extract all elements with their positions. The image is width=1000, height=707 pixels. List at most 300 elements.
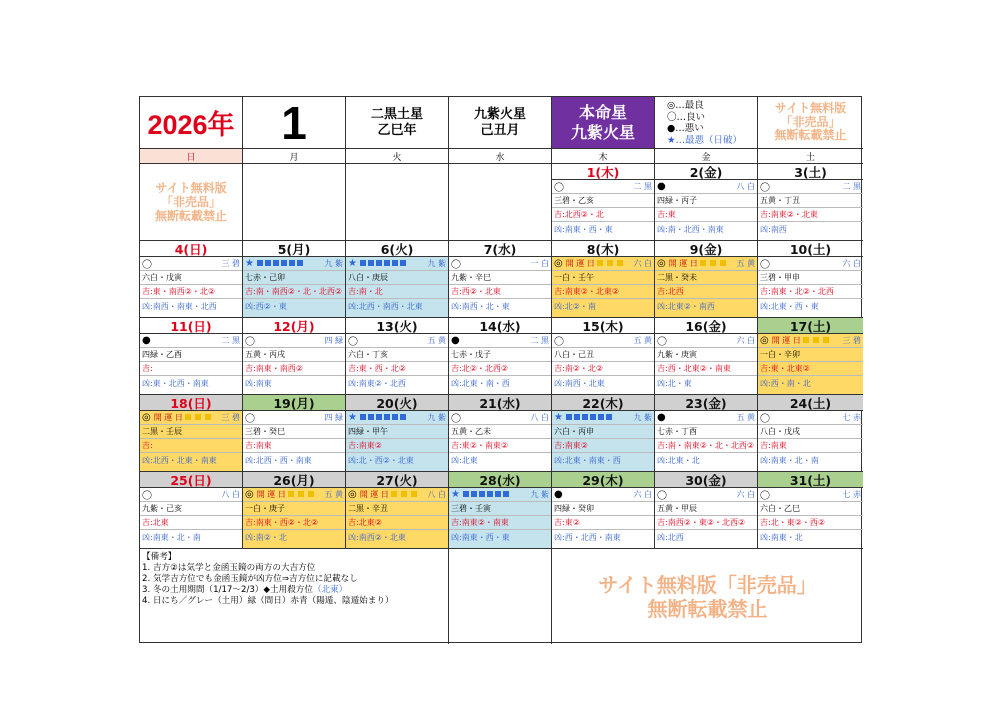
- lucky-directions: 吉:北・東②・西②: [758, 516, 863, 530]
- date-label: 9(金): [655, 241, 757, 257]
- day-star: 二 黒: [633, 182, 652, 191]
- day-cell: [655, 472, 758, 549]
- day-eto: 九紫・己亥: [140, 502, 242, 516]
- day-eto: 五黄・丙戌: [243, 348, 345, 362]
- month-star: 九紫火星: [473, 106, 526, 122]
- date-label: 30(金): [655, 472, 757, 488]
- watermark-big-line: 無断転載禁止: [647, 596, 768, 621]
- date-label: 22(木): [552, 395, 654, 411]
- unlucky-directions: 凶:北東: [451, 455, 478, 465]
- day-star: 五 黄: [324, 490, 343, 499]
- day-body: [140, 257, 242, 317]
- day-cell: [449, 395, 552, 472]
- year-eto: 乙巳年: [377, 122, 417, 138]
- unlucky-directions: 凶:北・東: [657, 378, 692, 388]
- fortune-mark: 〇: [142, 491, 152, 502]
- day-star: 六 白: [736, 336, 755, 345]
- watermark-line: サイト無料版: [155, 181, 227, 195]
- day-body: [758, 257, 863, 317]
- day-eto: 九紫・庚寅: [655, 348, 757, 362]
- date-label: 10(土): [758, 241, 863, 257]
- fortune-row: [758, 334, 863, 348]
- watermark-line: 「非売品」: [780, 114, 841, 129]
- date-label: 13(火): [346, 318, 448, 334]
- fortune-row: [346, 411, 448, 425]
- fortune-mark: ●: [657, 181, 666, 192]
- notes-spacer: [449, 549, 552, 644]
- fortune-row: [346, 257, 448, 271]
- day-eto: 一白・辛卯: [758, 348, 863, 362]
- day-body: [346, 257, 448, 317]
- day-body: [140, 488, 242, 548]
- day-cell: [140, 241, 243, 318]
- unlucky-directions: 凶:西・南・北: [760, 378, 811, 388]
- fortune-row: [243, 411, 345, 425]
- day-body: [552, 488, 654, 548]
- fortune-mark: 〇: [554, 183, 564, 194]
- kaiun-dots: [595, 259, 625, 268]
- date-label: 29(木): [552, 472, 654, 488]
- date-label: 23(金): [655, 395, 757, 411]
- unlucky-directions: 凶:南西・北・東: [451, 301, 510, 311]
- fortune-row: [655, 411, 757, 425]
- kaiun-dots: [801, 336, 831, 345]
- unlucky-directions: 凶:南西・北東: [554, 378, 605, 388]
- day-cell: [552, 472, 655, 549]
- day-cell: [140, 164, 243, 241]
- day-cell: [243, 318, 346, 395]
- lucky-directions: 吉:東・南西②・北②: [140, 285, 242, 299]
- lucky-directions: 吉:南②・北②: [552, 362, 654, 376]
- date-label: 5(月): [243, 241, 345, 257]
- lucky-directions: 吉:東: [655, 208, 757, 222]
- fortune-mark: 〇: [760, 491, 770, 502]
- weekday-header: 木: [552, 149, 655, 164]
- date-label: 18(日): [140, 395, 242, 411]
- kaiun-label: 開 運 日: [359, 490, 389, 499]
- day-cell: [449, 472, 552, 549]
- cell-watermark: [140, 164, 242, 240]
- fortune-row: [140, 334, 242, 348]
- day-body: [449, 334, 551, 394]
- footer-watermark: [552, 549, 863, 644]
- unlucky-directions: 凶:南東・西・東: [451, 532, 510, 542]
- date-label: 6(火): [346, 241, 448, 257]
- fortune-mark: ◎: [657, 258, 666, 269]
- day-eto: 四緑・甲午: [346, 425, 448, 439]
- fortune-row: [449, 411, 551, 425]
- month-star-cell: [449, 97, 552, 149]
- day-body: [243, 411, 345, 471]
- day-eto: 五黄・乙未: [449, 425, 551, 439]
- watermark-line: 「非売品」: [160, 195, 221, 209]
- lucky-directions: 吉:東②・南東②: [449, 439, 551, 453]
- fortune-row: [655, 334, 757, 348]
- day-star: 七 赤: [842, 490, 861, 499]
- fortune-mark: ★: [451, 489, 460, 500]
- fortune-row: [243, 334, 345, 348]
- day-eto: 四緑・乙酉: [140, 348, 242, 362]
- day-star: 六 白: [842, 259, 861, 268]
- watermark-big-line: サイト無料版「非売品」: [598, 572, 817, 597]
- unlucky-directions: 凶:南西②・北東: [348, 532, 406, 542]
- unlucky-directions: 凶:南②・北: [245, 532, 287, 542]
- day-cell: [140, 318, 243, 395]
- day-eto: 一白・庚子: [243, 502, 345, 516]
- fortune-row: [243, 257, 345, 271]
- weekday-header: 日: [140, 149, 243, 164]
- date-label: 12(月): [243, 318, 345, 334]
- fortune-row: [140, 411, 242, 425]
- date-label: 31(土): [758, 472, 863, 488]
- day-cell: [655, 241, 758, 318]
- unlucky-directions: 凶:北東・西・東: [760, 301, 819, 311]
- unlucky-directions: 凶:西・北西・南東: [554, 532, 621, 542]
- month-number: 1: [281, 97, 307, 149]
- day-body: [655, 488, 757, 548]
- unlucky-directions: 凶:北東・南東・西: [554, 455, 621, 465]
- date-label: 16(金): [655, 318, 757, 334]
- date-label: 4(日): [140, 241, 242, 257]
- legend-best: ◎…最良: [667, 100, 704, 111]
- day-body: [552, 180, 654, 240]
- lucky-directions: 吉:北西: [655, 285, 757, 299]
- grid-dots: [359, 259, 407, 268]
- day-eto: 三碧・壬寅: [449, 502, 551, 516]
- unlucky-directions: 凶:北東②・南西: [657, 301, 715, 311]
- day-eto: 一白・壬午: [552, 271, 654, 285]
- day-star: 五 黄: [633, 336, 652, 345]
- day-body: [449, 411, 551, 471]
- date-label: 15(木): [552, 318, 654, 334]
- day-star: 四 緑: [324, 336, 343, 345]
- lucky-directions: 吉:南東・南西②: [243, 362, 345, 376]
- day-body: [655, 257, 757, 317]
- notes-line-4: 4. 日にち／グレー（土用）緑（間日）赤青（陽遁、陰遁始まり）: [142, 596, 394, 606]
- day-star: 二 黒: [842, 182, 861, 191]
- lucky-directions: 吉:南東②・北東: [758, 208, 863, 222]
- date-label: 26(月): [243, 472, 345, 488]
- day-eto: 二黒・辛丑: [346, 502, 448, 516]
- lucky-directions: 吉:北東②: [346, 516, 448, 530]
- day-eto: 六白・丁亥: [346, 348, 448, 362]
- watermark-line: 無断転載禁止: [774, 128, 847, 143]
- date-label: 11(日): [140, 318, 242, 334]
- lucky-directions: 吉:南東②: [552, 439, 654, 453]
- fortune-row: [140, 257, 242, 271]
- day-eto: 八白・戊戌: [758, 425, 863, 439]
- unlucky-directions: 凶:西②・東: [245, 301, 287, 311]
- day-cell: [552, 241, 655, 318]
- day-cell: [552, 318, 655, 395]
- weekday-header: 火: [346, 149, 449, 164]
- unlucky-directions: 凶:北東・南・西: [451, 378, 510, 388]
- day-body: [655, 334, 757, 394]
- day-body: [140, 334, 242, 394]
- lucky-directions: 吉:: [140, 362, 242, 376]
- lucky-directions: 吉:南東: [758, 439, 863, 453]
- fortune-row: [346, 334, 448, 348]
- date-label: 7(水): [449, 241, 551, 257]
- day-cell: [758, 318, 863, 395]
- grid-dots: [256, 259, 304, 268]
- notes-line-3: 3. 冬の土用期間（1/17〜2/3）◆土用殺方位（北東）: [142, 585, 348, 595]
- unlucky-directions: 凶:北西・南西・北東: [348, 301, 423, 311]
- lucky-directions: 吉:: [140, 439, 242, 453]
- lucky-directions: 吉:東②: [552, 516, 654, 530]
- fortune-row: [758, 257, 863, 271]
- day-cell: [243, 241, 346, 318]
- lucky-directions: 吉:南東: [243, 439, 345, 453]
- lucky-directions: 吉:南東②・北東②: [552, 285, 654, 299]
- lucky-directions: 吉:西②・北東: [449, 285, 551, 299]
- day-body: [655, 180, 757, 240]
- date-label: 21(水): [449, 395, 551, 411]
- fortune-row: [346, 488, 448, 502]
- day-eto: 五黄・丁丑: [758, 194, 863, 208]
- fortune-row: [449, 488, 551, 502]
- fortune-row: [243, 488, 345, 502]
- month-eto: 己丑月: [480, 122, 520, 138]
- kaiun-label: 開 運 日: [771, 336, 801, 345]
- day-star: 五 黄: [736, 259, 755, 268]
- day-cell: [552, 395, 655, 472]
- fortune-mark: ★: [348, 258, 357, 269]
- day-star: 五 黄: [427, 336, 446, 345]
- weekday-header: 水: [449, 149, 552, 164]
- fortune-mark: ◎: [348, 489, 357, 500]
- day-star: 六 白: [633, 259, 652, 268]
- honmei-star: 九紫火星: [570, 122, 635, 142]
- unlucky-directions: 凶:南東②・北西: [348, 378, 406, 388]
- day-star: 八 白: [736, 182, 755, 191]
- calendar-frame: [139, 96, 862, 643]
- lucky-directions: 吉:南西②・東②・北西②: [655, 516, 757, 530]
- fortune-mark: ●: [657, 412, 666, 423]
- day-cell: [243, 472, 346, 549]
- grid-dots: [565, 413, 613, 422]
- day-cell: [655, 318, 758, 395]
- lucky-directions: 吉:南東②: [346, 439, 448, 453]
- grid-dots: [359, 413, 407, 422]
- day-eto: 二黒・癸未: [655, 271, 757, 285]
- day-star: 八 白: [221, 490, 240, 499]
- day-star: 七 赤: [842, 413, 861, 422]
- day-eto: 六白・丙申: [552, 425, 654, 439]
- day-star: 三 碧: [221, 413, 240, 422]
- day-star: 九 紫: [427, 413, 446, 422]
- day-cell: [552, 164, 655, 241]
- day-cell: [655, 395, 758, 472]
- lucky-directions: 吉:北西②・北: [552, 208, 654, 222]
- fortune-mark: ◎: [554, 258, 563, 269]
- date-label: 25(日): [140, 472, 242, 488]
- fortune-mark: 〇: [554, 337, 564, 348]
- day-eto: 七赤・丁酉: [655, 425, 757, 439]
- day-cell: [346, 164, 449, 241]
- fortune-mark: ◎: [142, 412, 151, 423]
- date-label: 19(月): [243, 395, 345, 411]
- day-body: [758, 411, 863, 471]
- unlucky-directions: 凶:東・北西・南東: [142, 378, 209, 388]
- day-star: 二 黒: [530, 336, 549, 345]
- notes-title: 【備考】: [142, 552, 177, 562]
- fortune-mark: ●: [142, 335, 151, 346]
- honmei-label: 本命星: [578, 102, 627, 122]
- unlucky-directions: 凶:南東・西・東: [554, 224, 613, 234]
- legend-good: 〇…良い: [667, 111, 706, 123]
- day-eto: 八白・己丑: [552, 348, 654, 362]
- fortune-row: [758, 411, 863, 425]
- kaiun-label: 開 運 日: [565, 259, 595, 268]
- legend: [655, 97, 758, 149]
- weekday-header: 土: [758, 149, 863, 164]
- lucky-directions: 吉:北東: [140, 516, 242, 530]
- lucky-directions: 吉:東・北東②: [758, 362, 863, 376]
- unlucky-directions: 凶:南・北西・南東: [657, 224, 724, 234]
- day-eto: 五黄・甲辰: [655, 502, 757, 516]
- day-body: [758, 334, 863, 394]
- day-cell: [243, 395, 346, 472]
- unlucky-directions: 凶:南東: [245, 378, 272, 388]
- unlucky-directions: 凶:北西: [657, 532, 684, 542]
- notes-line-3-direction: （北東）: [312, 585, 348, 595]
- year-star-cell: [346, 97, 449, 149]
- day-body: [346, 334, 448, 394]
- date-label: 17(土): [758, 318, 863, 334]
- fortune-mark: 〇: [142, 260, 152, 271]
- lucky-directions: 吉:南・北: [346, 285, 448, 299]
- day-cell: [655, 164, 758, 241]
- day-cell: [449, 318, 552, 395]
- lucky-directions: 吉:南東・北②・北西: [758, 285, 863, 299]
- day-body: [449, 257, 551, 317]
- fortune-row: [552, 334, 654, 348]
- year-label: 2026年: [147, 110, 235, 140]
- date-label: 27(火): [346, 472, 448, 488]
- fortune-mark: ◎: [760, 335, 769, 346]
- day-eto: 六白・戊寅: [140, 271, 242, 285]
- date-label: 28(水): [449, 472, 551, 488]
- fortune-mark: 〇: [760, 414, 770, 425]
- unlucky-directions: 凶:北・西②・北東: [348, 455, 414, 465]
- fortune-mark: 〇: [657, 337, 667, 348]
- fortune-mark: ★: [245, 258, 254, 269]
- unlucky-directions: 凶:南東・北: [760, 532, 803, 542]
- month-cell: [243, 97, 346, 149]
- day-eto: 四緑・丙子: [655, 194, 757, 208]
- day-body: [243, 488, 345, 548]
- day-cell: [346, 241, 449, 318]
- kaiun-dots: [389, 490, 419, 499]
- day-cell: [243, 164, 346, 241]
- day-star: 九 紫: [530, 490, 549, 499]
- day-cell: [758, 472, 863, 549]
- fortune-row: [449, 257, 551, 271]
- grid-dots: [462, 490, 510, 499]
- day-cell: [758, 395, 863, 472]
- fortune-mark: 〇: [245, 337, 255, 348]
- date-label: 1(木): [552, 164, 654, 180]
- lucky-directions: 吉:南・南西②・北・北西②: [243, 285, 345, 299]
- day-eto: 六白・乙巳: [758, 502, 863, 516]
- legend-bad: ●…悪い: [667, 123, 704, 134]
- fortune-mark: 〇: [451, 414, 461, 425]
- day-eto: 七赤・己卯: [243, 271, 345, 285]
- fortune-mark: 〇: [760, 260, 770, 271]
- day-star: 九 紫: [324, 259, 343, 268]
- lucky-directions: 吉:東・西・北②: [346, 362, 448, 376]
- day-cell: [346, 395, 449, 472]
- unlucky-directions: 凶:北東・北: [657, 455, 700, 465]
- day-eto: 三碧・乙亥: [552, 194, 654, 208]
- day-eto: 三碧・甲申: [758, 271, 863, 285]
- date-label: 8(木): [552, 241, 654, 257]
- date-label: 24(土): [758, 395, 863, 411]
- kaiun-dots: [183, 413, 213, 422]
- fortune-row: [758, 180, 863, 194]
- day-body: [552, 257, 654, 317]
- unlucky-directions: 凶:南西・南東・北西: [142, 301, 217, 311]
- honmei-cell: [552, 97, 655, 149]
- day-body: [449, 488, 551, 548]
- watermark-line: 無断転載禁止: [154, 209, 227, 223]
- fortune-mark: ●: [554, 489, 563, 500]
- notes-line-2: 2. 気学吉方位でも金函玉鏡が凶方位⇒吉方位に記載なし: [142, 574, 358, 584]
- unlucky-directions: 凶:南東・北・南: [142, 532, 201, 542]
- fortune-mark: 〇: [760, 183, 770, 194]
- day-star: 三 碧: [221, 259, 240, 268]
- day-body: [758, 180, 863, 240]
- day-cell: [140, 395, 243, 472]
- weekday-header: 月: [243, 149, 346, 164]
- fortune-row: [552, 257, 654, 271]
- lucky-directions: 吉:西・北東②・南東: [655, 362, 757, 376]
- unlucky-directions: 凶:北②・南: [554, 301, 596, 311]
- fortune-row: [552, 180, 654, 194]
- date-label: 3(土): [758, 164, 863, 180]
- date-label: 20(火): [346, 395, 448, 411]
- day-eto: 四緑・癸卯: [552, 502, 654, 516]
- lucky-directions: 吉:北②・北西②: [449, 362, 551, 376]
- day-body: [655, 411, 757, 471]
- year-star: 二黒土星: [370, 106, 423, 122]
- notes-line-1: 1. 吉方②は気学と金函玉鏡の両方の大吉方位: [142, 563, 316, 573]
- day-eto: 七赤・戊子: [449, 348, 551, 362]
- fortune-mark: ●: [451, 335, 460, 346]
- date-label: 2(金): [655, 164, 757, 180]
- weekday-header: 金: [655, 149, 758, 164]
- fortune-row: [655, 180, 757, 194]
- day-star: 三 碧: [842, 336, 861, 345]
- day-star: 九 紫: [633, 413, 652, 422]
- day-eto: 八白・庚辰: [346, 271, 448, 285]
- day-star: 二 黒: [221, 336, 240, 345]
- day-star: 一 白: [530, 259, 549, 268]
- lucky-directions: 吉:南東②・南東: [449, 516, 551, 530]
- day-eto: 二黒・壬辰: [140, 425, 242, 439]
- unlucky-directions: 凶:南東・北・南: [760, 455, 819, 465]
- day-cell: [758, 241, 863, 318]
- fortune-row: [552, 411, 654, 425]
- fortune-mark: ◎: [245, 489, 254, 500]
- day-body: [552, 334, 654, 394]
- fortune-mark: ★: [348, 412, 357, 423]
- fortune-row: [655, 257, 757, 271]
- day-star: 八 白: [427, 490, 446, 499]
- day-cell: [758, 164, 863, 241]
- header-watermark: [758, 97, 863, 149]
